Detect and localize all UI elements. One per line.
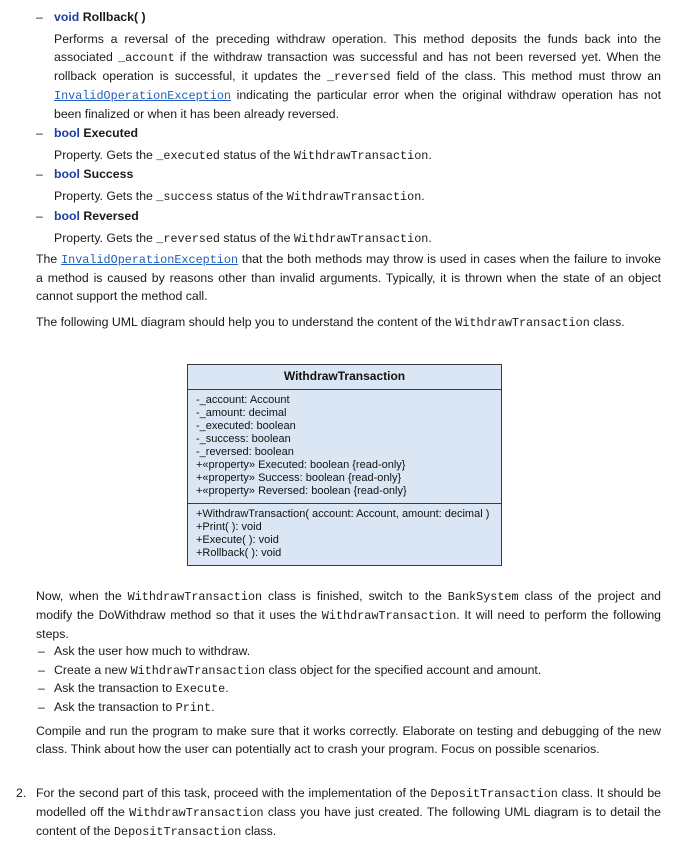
invalid-operation-exception-link[interactable]: InvalidOperationException xyxy=(61,253,239,267)
property-name: Reversed xyxy=(83,209,139,223)
para-text: that the both methods may throw is used in cases when the failure to invoke a method is caused by reasons other than invalid arguments. Typically, it is thrown when the state of an object cannot support the method call. xyxy=(36,252,662,303)
property-reversed-description xyxy=(36,229,661,248)
desc-text: . xyxy=(428,231,432,245)
para-text: class is finished, switch to the xyxy=(262,589,448,603)
task-item-2-text xyxy=(16,784,661,841)
code-class: WithdrawTransaction xyxy=(293,232,429,246)
method-rollback-header xyxy=(36,8,661,26)
bank-system-paragraph xyxy=(36,587,661,643)
desc-text: status of the xyxy=(212,189,287,203)
code-reversed: _reversed xyxy=(326,70,391,84)
desc-text: Property. Gets the xyxy=(54,231,157,245)
return-type: void xyxy=(54,10,80,24)
bullet-dash: – xyxy=(36,167,43,181)
step-text: . xyxy=(225,681,229,695)
uml-field: -_reversed: boolean xyxy=(196,446,294,458)
list-item xyxy=(36,642,661,661)
code-field: _success xyxy=(156,190,213,204)
uml-field: -_success: boolean xyxy=(196,433,291,445)
method-name: Rollback( ) xyxy=(82,10,146,24)
desc-text: Performs a reversal of the preceding withdraw operation. This method deposits the funds back into the associated xyxy=(54,32,661,64)
code-account: _account xyxy=(118,51,175,65)
step-text: . xyxy=(211,699,215,714)
code-class: WithdrawTransaction xyxy=(127,590,263,604)
bullet-dash: – xyxy=(38,662,45,677)
code-field: _executed xyxy=(156,149,221,163)
list-item xyxy=(36,679,661,698)
para-text: The following UML diagram should help you to understand the content of the xyxy=(36,315,456,329)
code-class: WithdrawTransaction xyxy=(293,149,429,163)
desc-text: Property. Gets the xyxy=(54,148,157,162)
code-class: DepositTransaction xyxy=(113,825,242,839)
item-number: 2. xyxy=(16,786,27,800)
property-name: Success xyxy=(83,167,134,181)
desc-text: if the withdraw transaction was successful and has not been reversed yet. When the rollback operation is successful, it updates the xyxy=(54,50,661,83)
return-type: bool xyxy=(54,167,80,181)
para-text: Now, when the xyxy=(36,589,128,603)
property-executed xyxy=(36,124,661,165)
property-success-description xyxy=(36,187,661,206)
property-name: Executed xyxy=(83,126,139,140)
uml-fields-section xyxy=(188,390,501,504)
uml-intro-paragraph xyxy=(36,313,661,332)
code-class: DepositTransaction xyxy=(430,787,558,801)
para-text: The xyxy=(36,252,62,266)
step-text: Create a new xyxy=(54,662,131,677)
code-class: WithdrawTransaction xyxy=(129,806,264,820)
para-text: class you have just created. The following UML diagram is to detail the content of the xyxy=(36,805,661,838)
bullet-dash: – xyxy=(38,644,45,658)
code-class: WithdrawTransaction xyxy=(286,190,422,204)
list-item xyxy=(36,661,661,680)
task-item-2 xyxy=(16,784,661,841)
property-executed-header xyxy=(36,124,661,142)
code-class: BankSystem xyxy=(447,590,519,604)
code-class: WithdrawTransaction xyxy=(321,609,457,623)
desc-text: field of the class. This method must throw an xyxy=(390,69,661,83)
steps-list xyxy=(36,642,661,716)
bullet-dash: – xyxy=(36,209,43,223)
desc-text: . xyxy=(428,148,432,162)
property-success xyxy=(36,165,661,206)
code-method: Print xyxy=(175,700,212,715)
para-text: . It will need to perform the following steps. xyxy=(36,608,661,641)
property-success-header xyxy=(36,165,661,183)
para-text: class of the project and modify the DoWithdraw method so that it uses the xyxy=(36,589,661,622)
code-class: WithdrawTransaction xyxy=(130,663,266,678)
uml-field: -_executed: boolean xyxy=(196,420,296,432)
uml-method: +WithdrawTransaction( account: Account, amount: decimal ) xyxy=(196,508,490,520)
return-type: bool xyxy=(54,209,80,223)
property-executed-description xyxy=(36,146,661,165)
uml-property: +«property» Reversed: boolean {read-only} xyxy=(196,485,407,497)
uml-property: +«property» Executed: boolean {read-only} xyxy=(196,459,406,471)
uml-method: +Rollback( ): void xyxy=(196,547,282,559)
uml-property: +«property» Success: boolean {read-only} xyxy=(196,472,402,484)
para-text: class. xyxy=(241,824,277,838)
desc-text: Property. Gets the xyxy=(54,189,157,203)
code-method: Execute xyxy=(175,682,226,696)
method-rollback-description xyxy=(36,30,661,123)
step-text: Ask the transaction to xyxy=(54,681,176,695)
uml-field: -_amount: decimal xyxy=(196,407,287,419)
testing-paragraph: Compile and run the program to make sure that it works correctly. Elaborate on testing and debugging of the new class. Think about how the user can potentially act to crash your program. Focus on possible scenarios. xyxy=(36,724,661,756)
bullet-dash: – xyxy=(38,681,45,695)
uml-method: +Print( ): void xyxy=(196,521,262,533)
para-text: class. xyxy=(589,315,625,329)
para-text: class. It should be modelled off the xyxy=(36,786,661,819)
uml-method: +Execute( ): void xyxy=(196,534,279,546)
bullet-dash: – xyxy=(36,126,43,140)
bullet-dash: – xyxy=(36,10,43,24)
code-field: _reversed xyxy=(156,232,221,246)
list-item xyxy=(36,698,661,717)
para-text: For the second part of this task, proceed with the implementation of the xyxy=(36,786,431,800)
return-type: bool xyxy=(54,126,80,140)
uml-class-title: WithdrawTransaction xyxy=(188,365,501,390)
code-class: WithdrawTransaction xyxy=(455,316,590,330)
uml-methods-section xyxy=(188,504,501,565)
bullet-dash: – xyxy=(38,699,45,714)
step-text: Ask the transaction to xyxy=(54,699,176,714)
step-text: class object for the specified account and amount. xyxy=(265,662,542,677)
desc-text: indicating the particular error when the original withdraw operation has not been finalized or when it has been already reversed. xyxy=(54,88,661,121)
desc-text: status of the xyxy=(220,231,294,245)
method-rollback xyxy=(36,8,661,123)
invalid-operation-exception-link[interactable]: InvalidOperationException xyxy=(54,89,231,103)
desc-text: status of the xyxy=(220,148,294,162)
exception-paragraph xyxy=(36,250,661,305)
step-text: Ask the user how much to withdraw. xyxy=(54,644,251,658)
property-reversed-header xyxy=(36,207,661,225)
uml-field: -_account: Account xyxy=(196,394,290,406)
uml-class-diagram xyxy=(187,364,502,566)
property-reversed xyxy=(36,207,661,248)
desc-text: . xyxy=(421,189,425,203)
